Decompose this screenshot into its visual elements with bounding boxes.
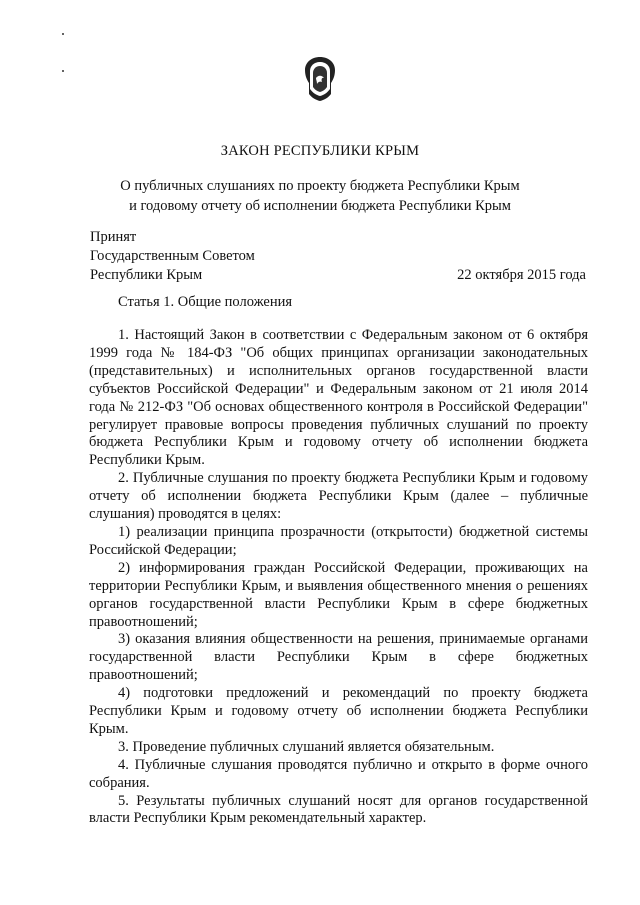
article-heading: Статья 1. Общие положения [118, 294, 293, 310]
paragraph: 4) подготовки предложений и рекомендаций по проекту бюджета Республики Крым и годовому отчету об исполнении бюджета Республики Крым. [89, 685, 588, 737]
paragraph: 3. Проведение публичных слушаний является обязательным. [118, 738, 495, 755]
adoption-line: Принят [90, 229, 137, 245]
paragraph: 2. Публичные слушания по проекту бюджета Республики Крым и годовому отчету об исполнении бюджета Республики Крым (далее – публичные слушания) проводятся в целях: [89, 470, 588, 523]
scan-mark [62, 70, 64, 72]
paragraph: 1. Настоящий Закон в соответствии с Федеральным законом от 6 октября 1999 года № 184-ФЗ "Об общих принципах организации законодательных (представительных) и исполнительных органов государственной власти субъектов Российской Федерации" и Федеральным законом от 21 июля 2014 года № 212-ФЗ "Об основах общественного контроля в Российской Федерации" регулирует правовые вопросы проведения публичных слушаний по проекту бюджета Республики Крым и годовому отчету об исполнении бюджета Республики Крым. [89, 327, 588, 469]
paragraph: 4. Публичные слушания проводятся публично и открыто в форме очного собрания. [89, 756, 588, 791]
adoption-line: Государственным Советом [90, 248, 255, 264]
adoption-date: 22 октября 2015 года [457, 267, 586, 283]
subtitle-line: О публичных слушаниях по проекту бюджета Республики Крым [120, 178, 520, 194]
paragraph: 1) реализации принципа прозрачности (открытости) бюджетной системы Российской Федерации; [89, 523, 588, 558]
paragraph: 5. Результаты публичных слушаний носят для органов государственной власти Республики Крым рекомендательный характер. [89, 792, 588, 827]
law-subtitle [0, 176, 640, 216]
subtitle-line: и годовому отчету об исполнении бюджета Республики Крым [129, 198, 511, 214]
law-title: ЗАКОН РЕСПУБЛИКИ КРЫМ [220, 143, 420, 159]
paragraph: 3) оказания влияния общественности на решения, принимаемые органами государственной власти Республики Крым в сфере бюджетных правоотношений; [89, 631, 588, 684]
adoption-line: Республики Крым [90, 267, 203, 283]
adoption-block [90, 228, 255, 285]
crimea-coat-of-arms-icon [302, 56, 338, 102]
article-body [89, 327, 588, 828]
paragraph: 2) информирования граждан Российской Федерации, проживающих на территории Республики Крым, и выявления общественного мнения о решениях органов государственной власти Республики Крым в сфере бюджетных правоотношений; [89, 559, 588, 630]
scan-mark [62, 33, 64, 35]
